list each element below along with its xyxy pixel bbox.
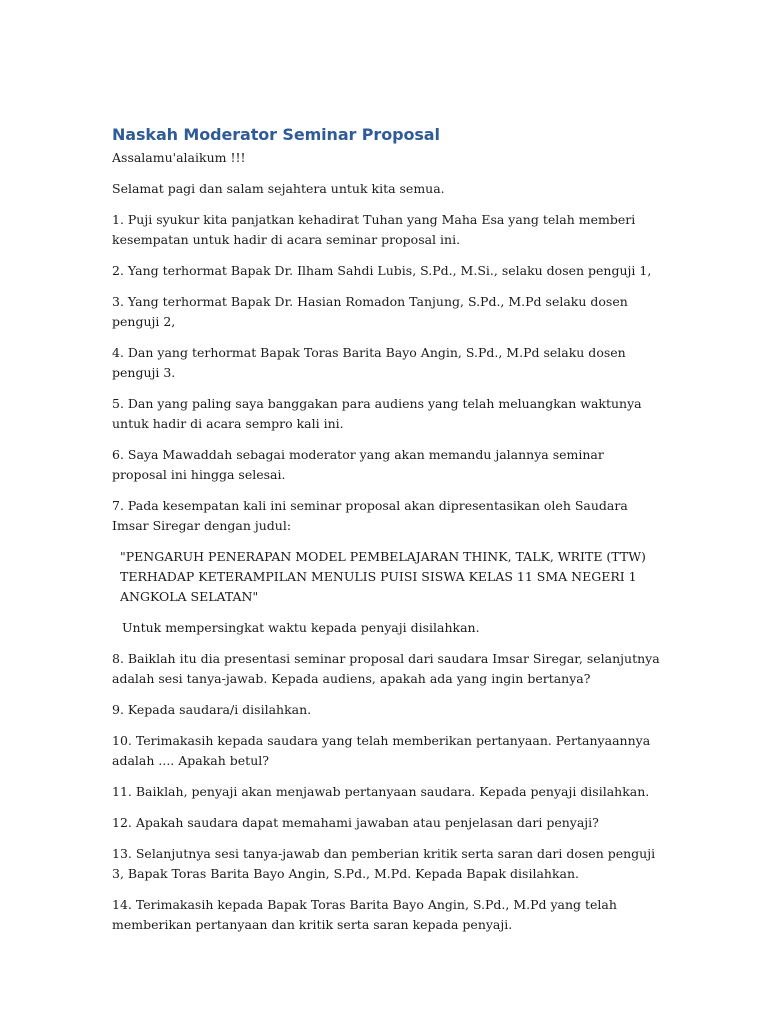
document-page bbox=[112, 122, 660, 946]
paragraph-10: 10. Terimakasih kepada saudara yang telah memberikan pertanyaan. Pertanyaannya adalah .... Apakah betul? bbox=[112, 733, 651, 768]
paragraph-2: 2. Yang terhormat Bapak Dr. Ilham Sahdi Lubis, S.Pd., M.Si., selaku dosen penguji 1, bbox=[112, 263, 652, 278]
paragraph-13: 13. Selanjutnya sesi tanya-jawab dan pemberian kritik serta saran dari dosen penguji 3, Bapak Toras Barita Bayo Angin, S.Pd., M.Pd. Kepada Bapak disilahkan. bbox=[112, 846, 656, 881]
paragraph-5: 5. Dan yang paling saya banggakan para audiens yang telah meluangkan waktunya untuk hadir di acara sempro kali ini. bbox=[112, 396, 642, 431]
paragraph-presenter-invite: Untuk mempersingkat waktu kepada penyaji disilahkan. bbox=[122, 620, 480, 635]
proposal-title-quote: "PENGARUH PENERAPAN MODEL PEMBELAJARAN THINK, TALK, WRITE (TTW) TERHADAP KETERAMPILAN MENULIS PUISI SISWA KELAS 11 SMA NEGERI 1 ANGKOLA SELATAN" bbox=[120, 549, 646, 604]
greeting-text: Assalamu'alaikum !!! bbox=[112, 150, 246, 165]
paragraph-6: 6. Saya Mawaddah sebagai moderator yang akan memandu jalannya seminar proposal ini hingga selesai. bbox=[112, 447, 604, 482]
paragraph-4: 4. Dan yang terhormat Bapak Toras Barita Bayo Angin, S.Pd., M.Pd selaku dosen penguji 3. bbox=[112, 345, 626, 380]
paragraph-12: 12. Apakah saudara dapat memahami jawaban atau penjelasan dari penyaji? bbox=[112, 815, 599, 830]
paragraph-11: 11. Baiklah, penyaji akan menjawab pertanyaan saudara. Kepada penyaji disilahkan. bbox=[112, 784, 650, 799]
document-title: Naskah Moderator Seminar Proposal bbox=[112, 125, 440, 144]
paragraph-3: 3. Yang terhormat Bapak Dr. Hasian Romadon Tanjung, S.Pd., M.Pd selaku dosen penguji 2, bbox=[112, 294, 628, 329]
paragraph-8: 8. Baiklah itu dia presentasi seminar proposal dari saudara Imsar Siregar, selanjutnya adalah sesi tanya-jawab. Kepada audiens, apakah ada yang ingin bertanya? bbox=[112, 651, 660, 686]
paragraph-9: 9. Kepada saudara/i disilahkan. bbox=[112, 702, 312, 717]
paragraph-1: 1. Puji syukur kita panjatkan kehadirat Tuhan yang Maha Esa yang telah memberi kesempatan untuk hadir di acara seminar proposal ini. bbox=[112, 212, 636, 247]
paragraph-7: 7. Pada kesempatan kali ini seminar proposal akan dipresentasikan oleh Saudara Imsar Siregar dengan judul: bbox=[112, 498, 628, 533]
paragraph-opening: Selamat pagi dan salam sejahtera untuk kita semua. bbox=[112, 181, 445, 196]
paragraph-14: 14. Terimakasih kepada Bapak Toras Barita Bayo Angin, S.Pd., M.Pd yang telah memberikan pertanyaan dan kritik serta saran kepada penyaji. bbox=[112, 897, 617, 932]
